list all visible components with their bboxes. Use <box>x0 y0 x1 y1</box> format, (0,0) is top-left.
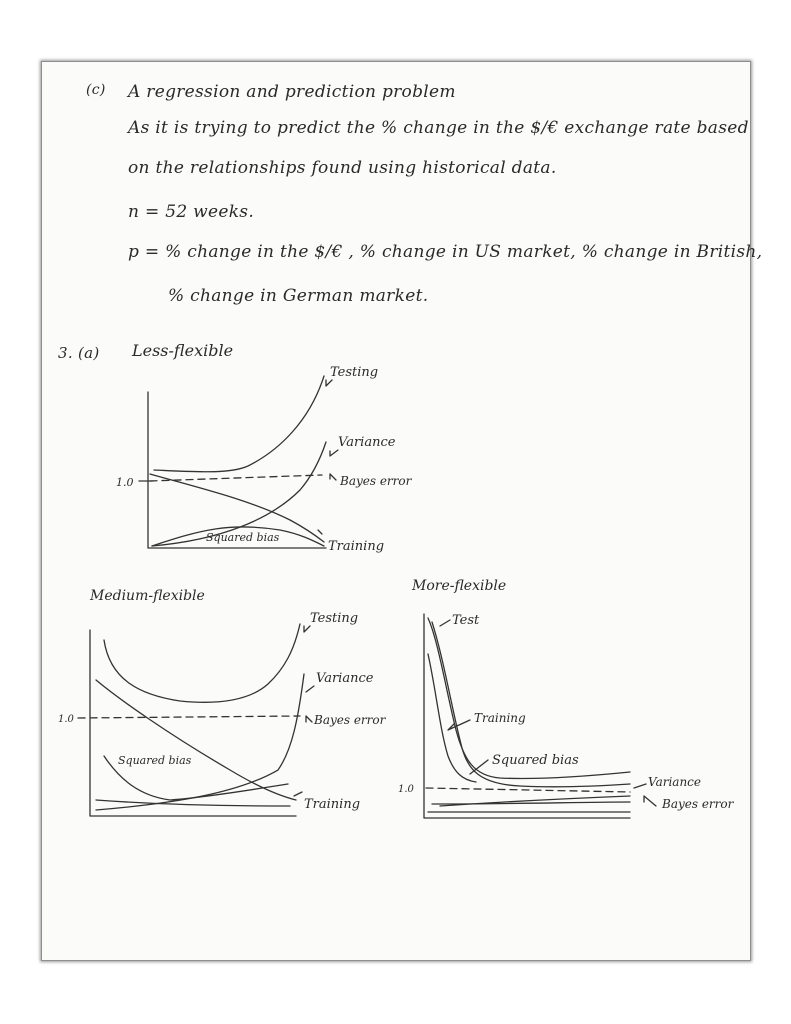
less-squared-bias-label: Squared bias <box>206 531 280 544</box>
more-training-label: Training <box>474 711 526 725</box>
more-bayes-curve <box>426 788 630 792</box>
more-bayes-label: Bayes error <box>662 797 734 811</box>
n-line: n = 52 weeks. <box>128 202 255 222</box>
part-c-line-1: As it is trying to predict the % change in the $/€ exchange rate based <box>128 118 749 138</box>
medium-variance-curve <box>96 674 304 810</box>
less-flexible-title: Less-flexible <box>132 341 234 360</box>
more-squared-bias-curve <box>432 802 630 804</box>
medium-variance-arrow <box>306 686 314 692</box>
medium-testing-arrow <box>304 626 310 632</box>
less-testing-arrow <box>326 380 332 386</box>
medium-training-curve <box>96 680 296 800</box>
medium-testing-curve <box>104 624 300 702</box>
question-3-label: 3. (a) <box>58 344 100 362</box>
part-c-line-2: on the relationships found using historical data. <box>128 158 557 178</box>
less-flexible-plot <box>116 341 413 554</box>
medium-testing-label: Testing <box>310 611 359 626</box>
less-bayes-curve <box>150 475 322 481</box>
less-bayes-label: Bayes error <box>340 474 412 488</box>
less-variance-label: Variance <box>338 435 396 450</box>
medium-bayes-label: Bayes error <box>314 713 386 727</box>
part-c-label: (c) <box>86 82 106 98</box>
less-training-label: Training <box>328 539 385 554</box>
more-training-curve <box>428 654 476 782</box>
medium-training-label: Training <box>304 797 361 812</box>
less-testing-curve <box>154 376 324 472</box>
less-testing-label: Testing <box>330 365 379 380</box>
more-variance-label: Variance <box>648 775 701 789</box>
less-variance-arrow <box>330 450 338 456</box>
medium-training-arrow <box>294 792 302 796</box>
more-test-label: Test <box>452 613 480 628</box>
medium-flexible-title: Medium-flexible <box>90 588 205 604</box>
medium-baseline-curve <box>96 800 290 806</box>
medium-variance-label: Variance <box>316 671 374 686</box>
medium-y-tick: 1.0 <box>58 714 74 725</box>
less-bayes-arrow <box>330 474 336 480</box>
more-training-arrow <box>448 720 470 730</box>
p-line-continued: % change in German market. <box>168 286 429 306</box>
less-training-arrow <box>318 530 322 534</box>
more-squared-bias-label: Squared bias <box>492 753 579 768</box>
more-y-tick: 1.0 <box>398 784 414 795</box>
more-bayes-arrow <box>644 796 656 806</box>
medium-bayes-curve <box>78 716 300 718</box>
more-variance-arrow <box>634 784 646 788</box>
less-y-tick: 1.0 <box>116 476 134 489</box>
p-line: p = % change in the $/€ , % change in US market, % change in British, <box>128 242 763 262</box>
more-flexible-title: More-flexible <box>412 578 507 594</box>
part-c-title: A regression and prediction problem <box>128 82 456 102</box>
medium-bayes-arrow <box>306 716 312 722</box>
medium-squared-bias-label: Squared bias <box>118 754 192 767</box>
more-flexible-plot <box>398 578 735 818</box>
medium-flexible-plot <box>58 588 387 816</box>
more-test-arrow <box>440 620 450 626</box>
